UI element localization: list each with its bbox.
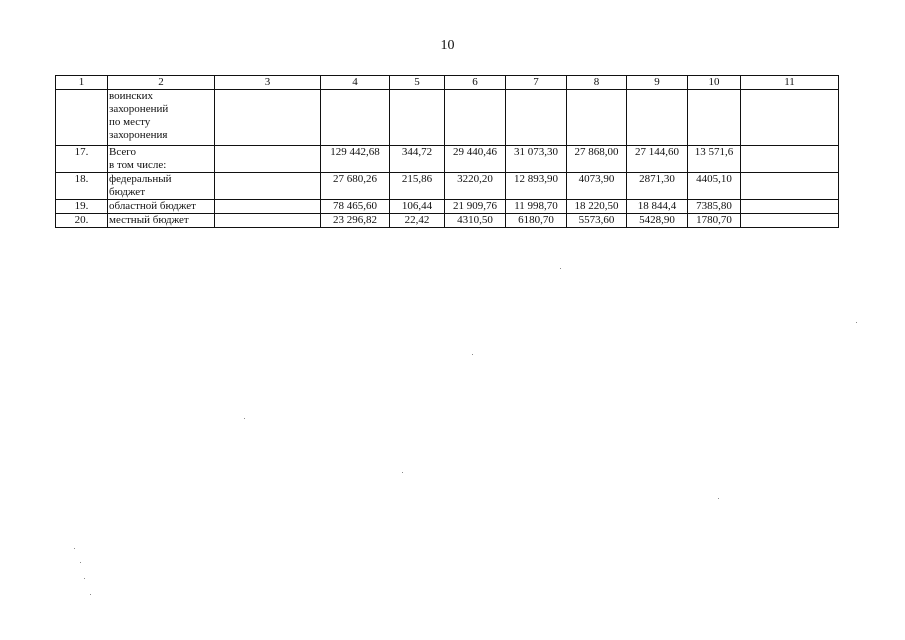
col-header-7: 7 <box>506 76 567 90</box>
scan-speck <box>402 472 403 473</box>
cell-col-9: 18 844,4 <box>627 200 688 214</box>
row-name: воинских захоронений по месту захоронения <box>108 90 215 146</box>
row-name: областной бюджет <box>108 200 215 214</box>
cell-col-3 <box>215 173 321 200</box>
cell-col-8 <box>567 90 627 146</box>
cell-col-10 <box>688 90 741 146</box>
cell-col-5: 344,72 <box>390 146 445 173</box>
row-name: Всего в том числе: <box>108 146 215 173</box>
row-number: 20. <box>56 214 108 228</box>
col-header-4: 4 <box>321 76 390 90</box>
cell-col-4 <box>321 90 390 146</box>
scan-speck <box>80 562 81 563</box>
cell-col-10: 4405,10 <box>688 173 741 200</box>
cell-col-7: 12 893,90 <box>506 173 567 200</box>
col-header-5: 5 <box>390 76 445 90</box>
cell-col-10: 1780,70 <box>688 214 741 228</box>
col-header-10: 10 <box>688 76 741 90</box>
cell-col-3 <box>215 146 321 173</box>
cell-col-4: 23 296,82 <box>321 214 390 228</box>
cell-col-6: 3220,20 <box>445 173 506 200</box>
scan-speck <box>74 548 75 549</box>
cell-col-9 <box>627 90 688 146</box>
cell-col-5 <box>390 90 445 146</box>
cell-col-7 <box>506 90 567 146</box>
cell-col-11 <box>741 214 839 228</box>
cell-col-6: 29 440,46 <box>445 146 506 173</box>
cell-col-3 <box>215 214 321 228</box>
cell-col-8: 18 220,50 <box>567 200 627 214</box>
scan-speck <box>472 354 473 355</box>
row-name: местный бюджет <box>108 214 215 228</box>
col-header-1: 1 <box>56 76 108 90</box>
table-header <box>56 76 839 90</box>
scan-speck <box>84 578 85 579</box>
table-row <box>56 200 839 214</box>
row-number: 17. <box>56 146 108 173</box>
col-header-8: 8 <box>567 76 627 90</box>
row-number <box>56 90 108 146</box>
cell-col-9: 5428,90 <box>627 214 688 228</box>
row-name: федеральный бюджет <box>108 173 215 200</box>
scan-speck <box>856 322 857 323</box>
cell-col-11 <box>741 200 839 214</box>
page-number: 10 <box>440 38 455 53</box>
cell-col-6: 4310,50 <box>445 214 506 228</box>
table-row <box>56 146 839 173</box>
scan-speck <box>560 268 561 269</box>
cell-col-3 <box>215 200 321 214</box>
col-header-2: 2 <box>108 76 215 90</box>
cell-col-8: 5573,60 <box>567 214 627 228</box>
cell-col-4: 129 442,68 <box>321 146 390 173</box>
cell-col-9: 2871,30 <box>627 173 688 200</box>
cell-col-4: 78 465,60 <box>321 200 390 214</box>
scan-speck <box>718 498 719 499</box>
cell-col-6: 21 909,76 <box>445 200 506 214</box>
row-number: 18. <box>56 173 108 200</box>
cell-col-8: 4073,90 <box>567 173 627 200</box>
budget-table <box>55 75 839 228</box>
cell-col-5: 215,86 <box>390 173 445 200</box>
cell-col-6 <box>445 90 506 146</box>
cell-col-3 <box>215 90 321 146</box>
cell-col-10: 7385,80 <box>688 200 741 214</box>
scan-speck <box>90 594 91 595</box>
row-number: 19. <box>56 200 108 214</box>
table-row <box>56 90 839 146</box>
cell-col-4: 27 680,26 <box>321 173 390 200</box>
cell-col-11 <box>741 173 839 200</box>
cell-col-8: 27 868,00 <box>567 146 627 173</box>
cell-col-11 <box>741 146 839 173</box>
table-row <box>56 173 839 200</box>
scan-speck <box>244 418 245 419</box>
col-header-3: 3 <box>215 76 321 90</box>
cell-col-7: 6180,70 <box>506 214 567 228</box>
cell-col-7: 31 073,30 <box>506 146 567 173</box>
col-header-6: 6 <box>445 76 506 90</box>
table-row <box>56 214 839 228</box>
cell-col-9: 27 144,60 <box>627 146 688 173</box>
cell-col-10: 13 571,6 <box>688 146 741 173</box>
cell-col-5: 106,44 <box>390 200 445 214</box>
col-header-9: 9 <box>627 76 688 90</box>
cell-col-5: 22,42 <box>390 214 445 228</box>
cell-col-7: 11 998,70 <box>506 200 567 214</box>
cell-col-11 <box>741 90 839 146</box>
header-row <box>56 76 839 90</box>
table-body <box>56 90 839 228</box>
col-header-11: 11 <box>741 76 839 90</box>
